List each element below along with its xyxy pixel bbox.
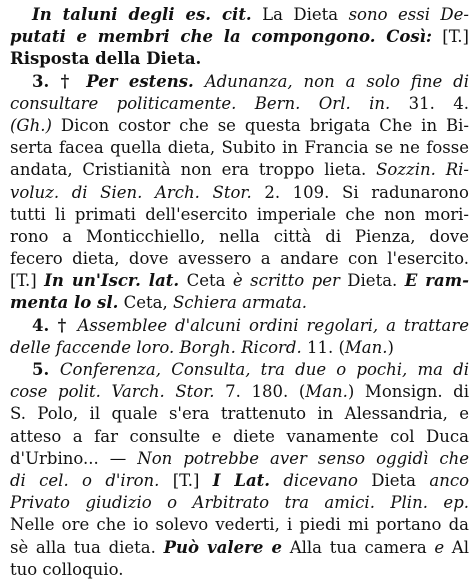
entry-text-column [10, 4, 469, 581]
text-segment: Adunanza, non a solo fine di [193, 71, 469, 91]
text-segment: ) Monsign. di [347, 382, 469, 402]
text-segment: andata, Cristianità non era troppo lieta. [10, 160, 377, 180]
text-segment: 5. [32, 360, 60, 379]
text-line [10, 514, 469, 536]
text-line [10, 492, 469, 514]
text-segment: voluz. di Sien. Arch. Stor. [10, 182, 252, 202]
text-segment: è scritto per [232, 271, 340, 291]
text-line [10, 381, 469, 403]
text-segment: Schiera armata. [172, 293, 308, 313]
text-line [10, 4, 469, 26]
text-line [10, 559, 469, 581]
text-segment: menta lo sl. [10, 293, 119, 313]
text-line [10, 337, 469, 359]
text-segment: 11. ( [301, 337, 345, 357]
text-segment: 31. 4. [390, 93, 469, 113]
text-line [10, 115, 469, 137]
text-segment: Ceta, [118, 293, 173, 313]
text-line [10, 426, 469, 448]
text-segment: In taluni degli es. cit. [32, 5, 252, 24]
text-segment: atteso a far consulte e diete vanamente col Duca [10, 426, 469, 446]
text-line [10, 359, 469, 381]
text-segment: Può valere e [163, 537, 283, 557]
text-segment: 2. 109. Si radunarono [251, 182, 469, 202]
text-segment: Risposta della Dieta. [10, 49, 202, 69]
text-segment: Nelle ore che io solevo vederti, i piedi mi portano da [10, 515, 469, 535]
text-line [10, 470, 469, 492]
text-line [10, 292, 469, 314]
text-segment: 7. 180. ( [214, 382, 306, 402]
text-segment: Dicon costor che se questa brigata Che in Bi- [51, 115, 469, 135]
text-segment: delle faccende loro. Borgh. Ricord. [10, 337, 302, 357]
text-segment: Dieta [357, 470, 430, 490]
text-segment: fecero dieta, dove avessero a andare con l'esercito. [10, 249, 469, 269]
text-segment: cose polit. Varch. Stor. [10, 382, 215, 402]
text-segment: S. Polo, il quale s'era trattenuto in Alessandria, e [10, 404, 469, 424]
text-line [10, 537, 469, 559]
text-segment: Man. [344, 337, 388, 357]
text-line [10, 315, 469, 337]
text-segment: In un'Iscr. lat. [44, 271, 180, 291]
text-segment: ) [387, 337, 394, 357]
text-line [10, 159, 469, 181]
text-segment: anco [429, 470, 469, 490]
text-line [10, 270, 469, 292]
text-segment: Privato giudizio o Arbitrato tra amici. Plin. ep. [10, 493, 469, 513]
text-segment: d'Urbino... — [10, 448, 138, 468]
text-line [10, 71, 469, 93]
text-line [10, 48, 469, 70]
text-segment: Al [444, 537, 469, 557]
text-line [10, 448, 469, 470]
text-segment: Sozzin. Ri- [376, 160, 469, 180]
text-segment: Non potrebbe aver senso oggidì che [137, 448, 469, 468]
text-line [10, 403, 469, 425]
text-line [10, 26, 469, 48]
text-segment: Alla tua camera [282, 537, 435, 557]
text-segment: [T.] [159, 470, 213, 490]
text-segment: di cel. o d'iron. [10, 470, 160, 490]
text-segment: 3. † [32, 71, 87, 91]
text-segment: Ceta [179, 271, 233, 291]
text-segment: tuo colloquio. [10, 559, 124, 579]
text-segment: Assemblee d'alcuni ordini regolari, a trattare [77, 315, 469, 335]
text-segment: tutti li primati dell'esercito imperiale che non mori- [10, 204, 469, 224]
text-segment: sono essi De- [348, 5, 469, 24]
text-segment: rono a Monticchiello, nella città di Pienza, dove [10, 226, 469, 246]
text-line [10, 93, 469, 115]
text-segment: dicevano [270, 470, 358, 490]
text-segment: Dieta. [339, 271, 405, 291]
text-segment: 4. † [32, 315, 78, 335]
text-segment: (Gh.) [10, 115, 52, 135]
text-line [10, 137, 469, 159]
text-segment: consultare politicamente. Bern. Orl. in. [10, 93, 391, 113]
text-segment: I Lat. [212, 470, 271, 490]
text-segment: e [434, 537, 445, 557]
text-segment: sè alla tua dieta. [10, 537, 164, 557]
text-segment: serta facea quella dieta, Subito in Francia se ne fosse [10, 138, 469, 158]
text-segment: putati e membri che la compongono. Così: [10, 27, 433, 47]
text-line [10, 248, 469, 270]
text-segment: Man. [305, 382, 348, 402]
text-segment: [T.] [10, 271, 45, 291]
text-segment: E ram- [404, 271, 469, 291]
text-line [10, 226, 469, 248]
text-line [10, 182, 469, 204]
text-segment: [T.] [432, 27, 469, 47]
text-line [10, 204, 469, 226]
text-segment: Per estens. [86, 71, 194, 91]
text-segment: Conferenza, Consulta, tra due o pochi, ma di [59, 360, 469, 379]
text-segment: La Dieta [251, 5, 349, 24]
